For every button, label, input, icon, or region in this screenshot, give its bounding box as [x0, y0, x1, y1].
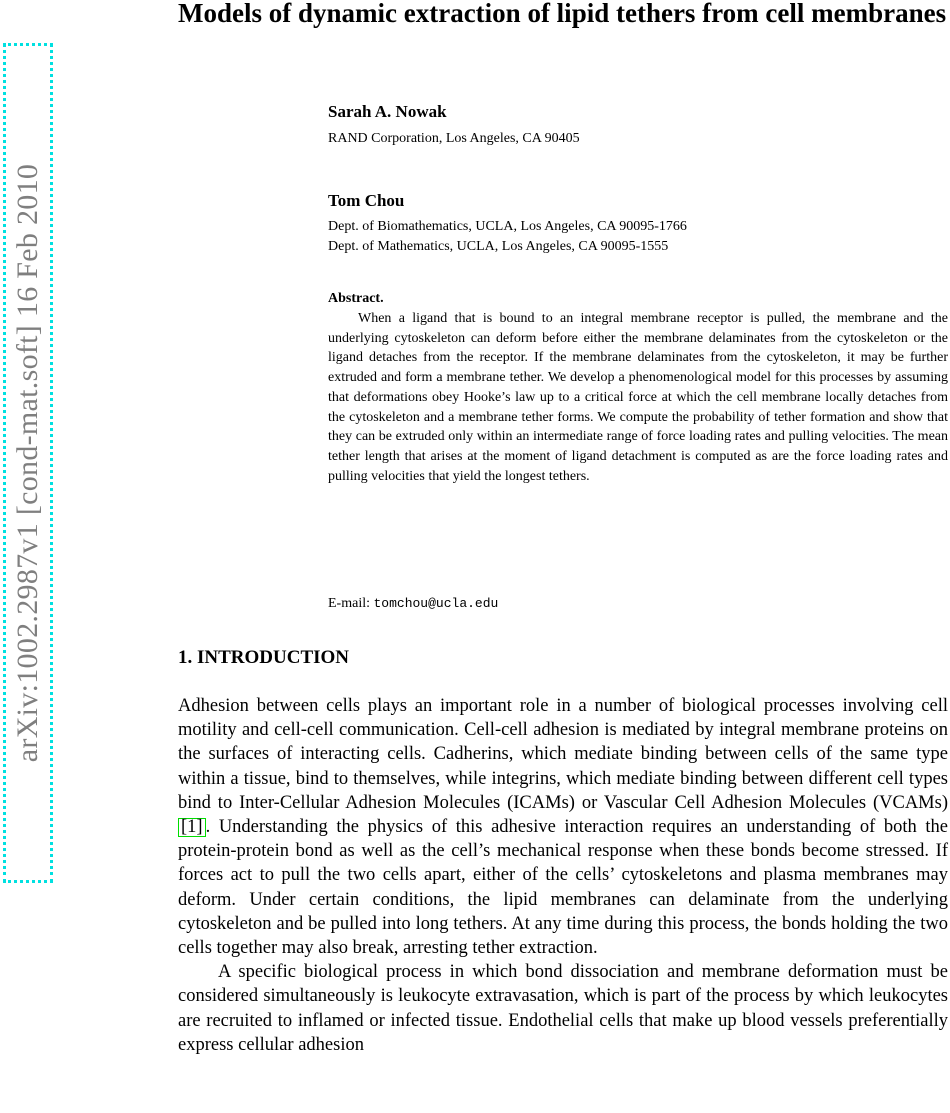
author-name: Sarah A. Nowak [328, 102, 447, 121]
section-heading-introduction: 1. INTRODUCTION [178, 647, 350, 668]
author-block-1 [328, 101, 948, 149]
abstract-label: Abstract. [328, 291, 384, 306]
author-affiliation: RAND Corporation, Los Angeles, CA 90405 [328, 131, 580, 146]
paper-title: Models of dynamic extraction of lipid tethers from cell membranes [178, 0, 947, 28]
email-label: E-mail: [328, 596, 370, 611]
arxiv-sidebar-stamp [3, 43, 53, 883]
paragraph [178, 694, 948, 960]
author-affiliation: Dept. of Biomathematics, UCLA, Los Angeles, CA 90095-1766 [328, 219, 687, 234]
email-address[interactable]: tomchou@ucla.edu [373, 596, 499, 611]
citation-link[interactable]: [1] [178, 818, 206, 837]
paragraph: A specific biological process in which bond dissociation and membrane deformation must be considered simultaneously is leukocyte extravasation, which is part of the process by which leukocytes are recruited to inflamed or infected tissue. Endothelial cells that make up blood vessels preferentially express cellular adhesion [178, 962, 948, 1055]
abstract [328, 289, 948, 486]
author-block-2 [328, 190, 948, 257]
arxiv-identifier: arXiv:1002.2987v1 [cond-mat.soft] 16 Feb 2010 [11, 163, 44, 763]
email-line [328, 594, 498, 614]
author-affiliation: Dept. of Mathematics, UCLA, Los Angeles, CA 90095-1555 [328, 239, 669, 254]
abstract-text: When a ligand that is bound to an integral membrane receptor is pulled, the membrane and the underlying cytoskeleton can deform before either the membrane delaminates from the cytoskeleton or the ligand detaches from the receptor. If the membrane delaminates from the cytoskeleton, it may be further extruded and form a membrane tether. We develop a phenomenological model for this processes by assuming that deformations obey Hooke’s law up to a critical force at which the cell membrane locally detaches from the cytoskeleton and a membrane tether forms. We compute the probability of tether formation and show that they can be extruded only within an intermediate range of force loading rates and pulling velocities. The mean tether length that arises at the moment of ligand detachment is computed as are the force loading rates and pulling velocities that yield the longest tethers. [328, 311, 948, 484]
paragraph-text: Adhesion between cells plays an important role in a number of biological processes involving cell motility and cell-cell communication. Cell-cell adhesion is mediated by integral membrane proteins on the surfaces of interacting cells. Cadherins, which mediate binding between cells of the same type within a tissue, bind to themselves, while integrins, which mediate binding between different cell types bind to Inter-Cellular Adhesion Molecules (ICAMs) or Vascular Cell Adhesion Molecules (VCAMs) [178, 696, 948, 813]
paragraph-text: . Understanding the physics of this adhesive interaction requires an understanding of both the protein-protein bond as well as the cell’s mechanical response when these bonds become stressed. If forces act to pull the two cells apart, either of the cells’ cytoskeletons and plasma membranes may deform. Under certain conditions, the lipid membranes can delaminate from the underlying cytoskeleton and be pulled into long tethers. At any time during this process, the bonds holding the two cells together may also break, arresting tether extraction. [178, 817, 948, 959]
introduction-body [178, 694, 948, 1057]
author-name: Tom Chou [328, 191, 405, 210]
